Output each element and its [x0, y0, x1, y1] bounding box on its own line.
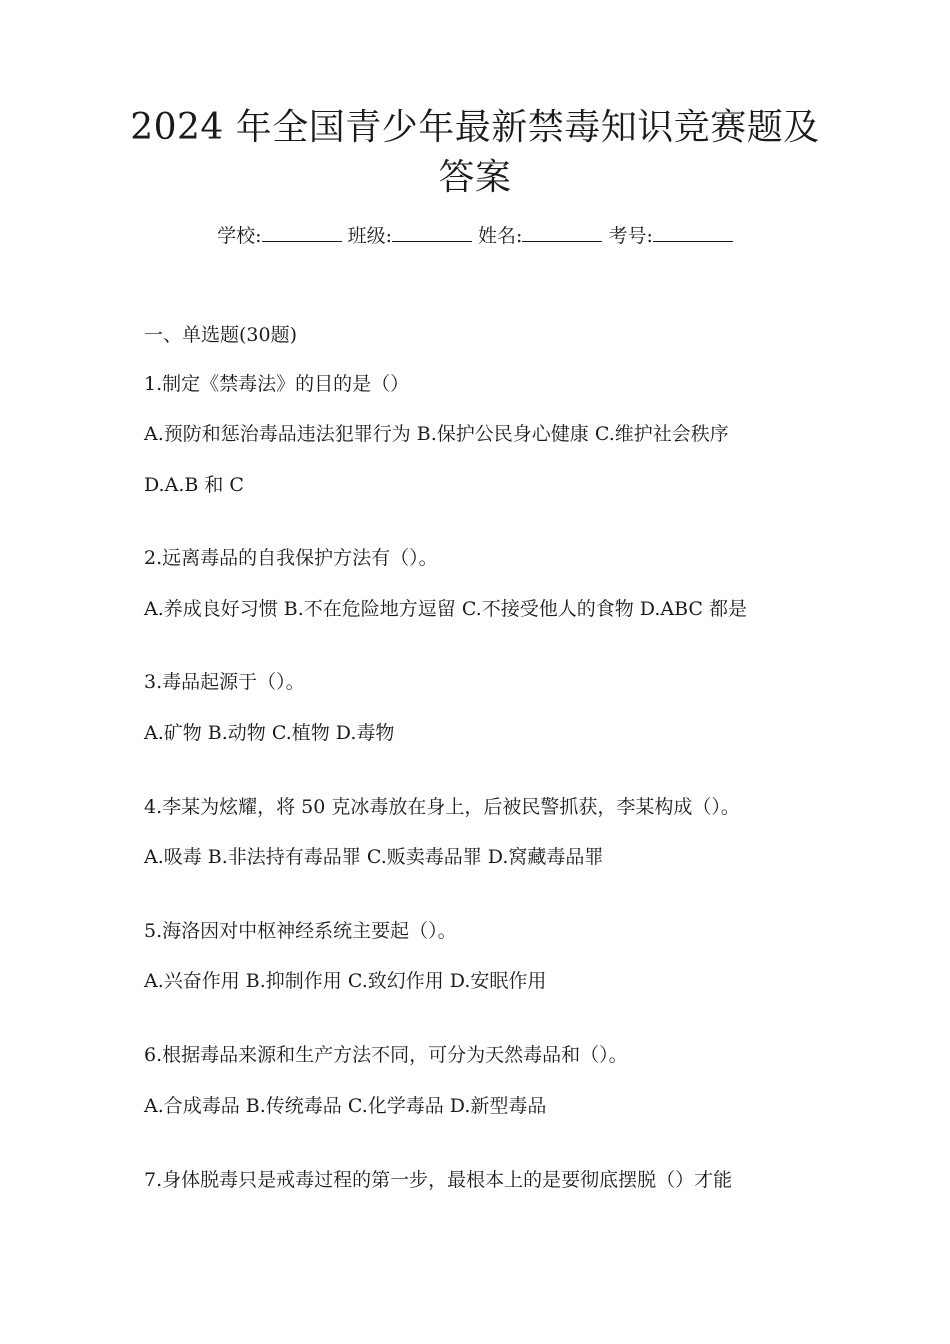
- name-label: 姓名:: [478, 225, 523, 247]
- question-1: 1.制定《禁毒法》的目的是（）: [144, 373, 410, 395]
- question-3-options: A.矿物 B.动物 C.植物 D.毒物: [144, 722, 395, 744]
- question-4-options: A.吸毒 B.非法持有毒品罪 C.贩卖毒品罪 D.窝藏毒品罪: [144, 846, 604, 868]
- question-5-options: A.兴奋作用 B.抑制作用 C.致幻作用 D.安眠作用: [144, 970, 547, 992]
- school-blank: [262, 223, 342, 242]
- class-blank: [392, 223, 472, 242]
- question-6: 6.根据毒品来源和生产方法不同，可分为天然毒品和（）。: [144, 1044, 628, 1066]
- document-title-line-1: 2024 年全国青少年最新禁毒知识竞赛题及: [130, 107, 820, 148]
- school-label: 学校:: [217, 225, 262, 247]
- question-7: 7.身体脱毒只是戒毒过程的第一步，最根本上的是要彻底摆脱（）才能: [144, 1169, 733, 1191]
- document-title-line-2: 答案: [438, 157, 512, 198]
- exam-number-blank: [653, 223, 733, 242]
- question-4: 4.李某为炫耀，将 50 克冰毒放在身上，后被民警抓获，李某构成（）。: [144, 796, 740, 818]
- class-label: 班级:: [347, 225, 392, 247]
- exam-number-label: 考号:: [608, 225, 653, 247]
- student-info-row: [100, 222, 850, 250]
- question-6-options: A.合成毒品 B.传统毒品 C.化学毒品 D.新型毒品: [144, 1095, 547, 1117]
- question-5: 5.海洛因对中枢神经系统主要起（）。: [144, 920, 457, 942]
- question-2: 2.远离毒品的自我保护方法有（）。: [144, 547, 438, 569]
- question-2-options: A.养成良好习惯 B.不在危险地方逗留 C.不接受他人的食物 D.ABC 都是: [144, 598, 747, 620]
- question-3: 3.毒品起源于（）。: [144, 671, 305, 693]
- section-heading: 一、单选题(30题): [144, 324, 298, 346]
- question-1-options-cont: D.A.B 和 C: [144, 474, 244, 496]
- name-blank: [522, 223, 602, 242]
- question-1-options: A.预防和惩治毒品违法犯罪行为 B.保护公民身心健康 C.维护社会秩序: [144, 423, 729, 445]
